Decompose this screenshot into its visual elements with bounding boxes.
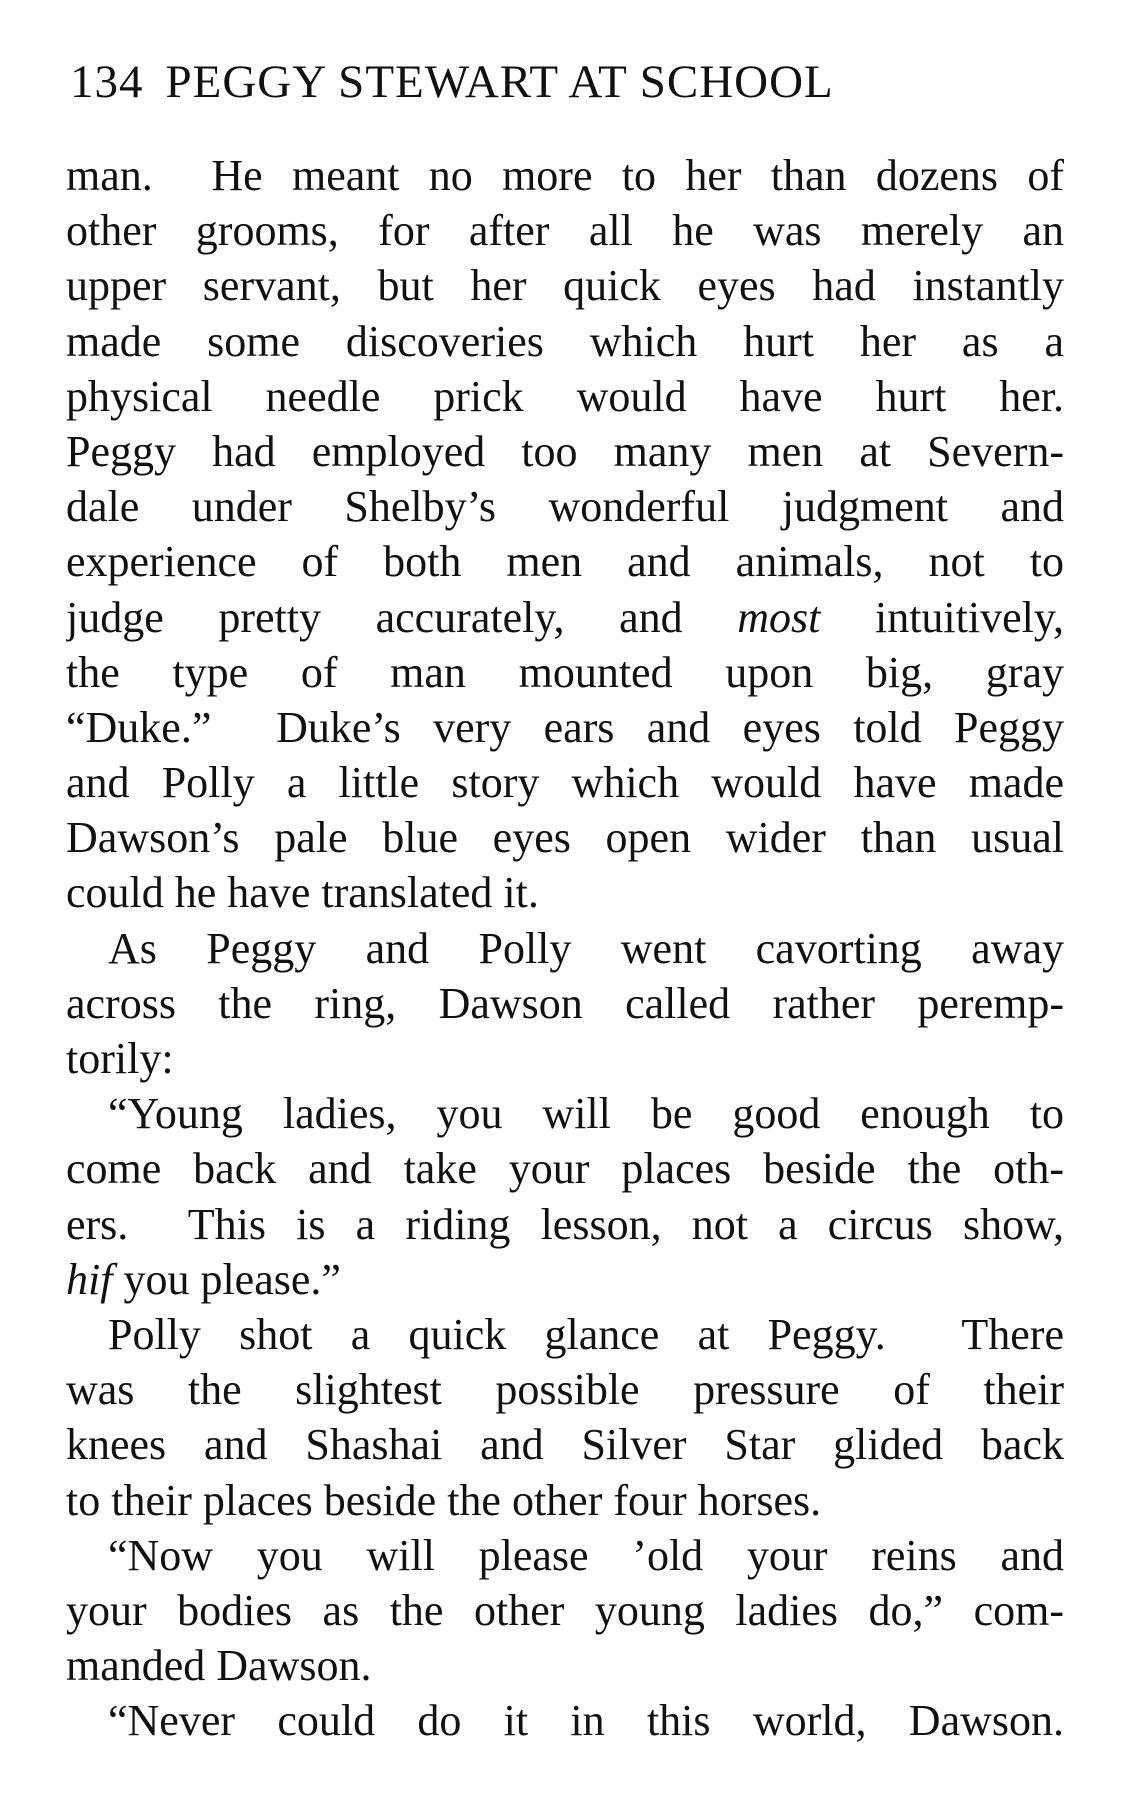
text-line: upper servant, but her quick eyes had instantly (66, 261, 1064, 311)
text-line: was the slightest possible pressure of their (66, 1365, 1064, 1415)
text-line: to their places beside the other four horses. (66, 1475, 822, 1525)
text-line: Polly shot a quick glance at Peggy. There (108, 1309, 1064, 1359)
text-line: dale under Shelby’s wonderful judgment and (66, 482, 1064, 532)
text-line: the type of man mounted upon big, gray (66, 647, 1064, 697)
text-line: made some discoveries which hurt her as a (66, 316, 1064, 366)
text-line: “Now you will please ’old your reins and (108, 1530, 1064, 1580)
running-header (70, 55, 834, 109)
page-number: 134 (70, 56, 144, 108)
text-line: Peggy had employed too many men at Severn- (66, 426, 1064, 476)
text-line: knees and Shashai and Silver Star glided back (66, 1420, 1064, 1470)
text-line (66, 1252, 1064, 1307)
italic-word: most (737, 592, 821, 642)
text-line: torily: (66, 1034, 174, 1083)
text-line: “Never could do it in this world, Dawson. (108, 1696, 1064, 1746)
text-line: “Young ladies, you will be good enough to (108, 1089, 1064, 1139)
running-title: PEGGY STEWART AT SCHOOL (165, 56, 834, 108)
text-line: experience of both men and animals, not to (66, 537, 1064, 587)
italic-word: hif (66, 1254, 113, 1304)
body-text (66, 148, 1064, 1748)
text-line: As Peggy and Polly went cavorting away (108, 923, 1064, 973)
text-segment: judge pretty accurately, and (66, 592, 738, 642)
text-line: other grooms, for after all he was merely an (66, 206, 1064, 256)
text-line: across the ring, Dawson called rather peremp- (66, 978, 1064, 1028)
text-line: ers. This is a riding lesson, not a circus show, (66, 1199, 1064, 1249)
text-line: physical needle prick would have hurt her. (66, 371, 1064, 421)
text-line (66, 590, 1064, 645)
text-line: man. He meant no more to her than dozens of (66, 151, 1064, 200)
text-segment: intuitively, (820, 592, 1064, 642)
text-line: come back and take your places beside the oth- (66, 1144, 1064, 1194)
text-line: and Polly a little story which would have made (66, 758, 1064, 808)
text-line: manded Dawson. (66, 1641, 372, 1691)
text-line: Dawson’s pale blue eyes open wider than usual (66, 813, 1064, 863)
text-line: could he have translated it. (66, 868, 539, 918)
text-line: your bodies as the other young ladies do,” com- (66, 1585, 1064, 1635)
text-segment: you please.” (112, 1254, 341, 1304)
text-line: “Duke.” Duke’s very ears and eyes told Peggy (66, 702, 1064, 752)
